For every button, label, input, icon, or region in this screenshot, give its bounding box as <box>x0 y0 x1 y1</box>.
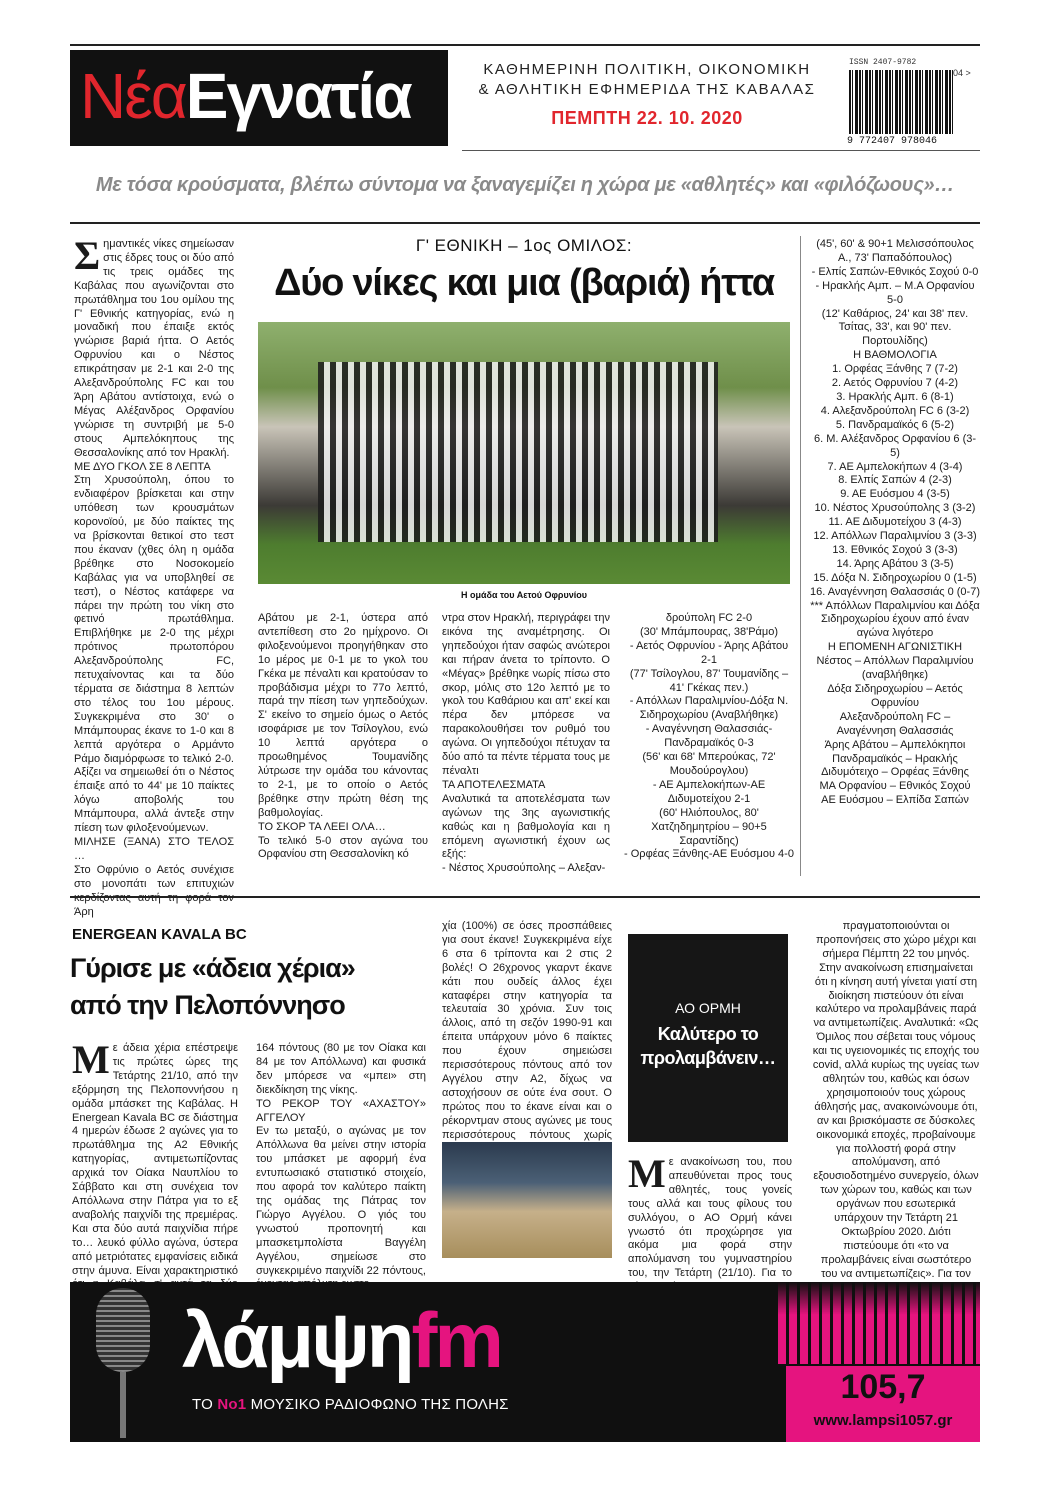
main-col2 <box>258 612 428 862</box>
standings-row: 5. Πανδραμαϊκός 6 (5-2) <box>835 418 955 431</box>
fixture-row: Άρης Αβάτου – Αμπελόκηποι <box>824 738 966 751</box>
next-round-title: Η ΕΠΟΜΕΝΗ ΑΓΩΝΙΣΤΙΚΗ <box>827 641 963 654</box>
ormi-p1: ε ανακοίνωση του, που απευθύνεται προς τους αθλητές, τους γονείς τους αλλά και τους φίλους του συλλόγου, ο ΑΟ Ορμή κάνει γνωστό ότι προχώρησε για ακόμα μια φορά στην απολύμανση του γυμναστηρίου του, την Τετάρτη (21/10). Για το <box>628 1156 792 1280</box>
drop-cap: Μ <box>72 1037 110 1082</box>
ad-slogan <box>192 1396 509 1413</box>
main-col2-sub1: ΤΟ ΣΚΟΡ ΤΑ ΛΕΕΙ ΟΛΑ… <box>258 820 386 833</box>
standings-note: *** Απόλλων Παραλιμνίου και Δόξα Σιδηροχωρίου έχουν από έναν αγώνα λιγότερο <box>810 599 980 640</box>
result-line: (56' και 68' Μπερούκας, 72' Μουδούρογλου) <box>642 751 776 777</box>
standings-row: 1. Ορφέας Ξάνθης 7 (7-2) <box>832 363 958 376</box>
main-col3-p1: ντρα στον Ηρακλή, περιγράφει την εικόνα της αναμέτρησης. Οι γηπεδούχοι ήταν σαφώς ανώτεροι και πήραν άνετα το τρίποντο. Ο «Μέγας» βρέθηκε νωρίς πίσω στο σκορ, μόλις στο 12ο λεπτό με το γκολ του Καθάριου και απ' εκεί και πέρα δεν μπόρεσε να παρακολουθήσει τον ρυθμό του αγώνα. Οι γηπεδούχοι πέτυχαν τα δύο από τα πέντε τέρματα τους με πέναλτι <box>442 612 610 777</box>
basket-col2-p1: 164 πόντους (80 με τον Οίακα και 84 με τον Απόλλωνα) και φυσικά δεν μπόρεσε να «μπει» στη διεκδίκηση της νίκης. <box>256 1042 426 1096</box>
basketball-photo <box>442 1142 612 1258</box>
result-line: (77' Τσίλογλου, 87' Τουμανίδης – 41' Γκέκας πεν.) <box>629 667 789 694</box>
radio-ad <box>70 1282 980 1442</box>
ad-frequency: 105,7 <box>840 1368 926 1406</box>
standings-title: Η ΒΑΘΜΟΛΟΓΙΑ <box>853 349 937 362</box>
logo-part1: Νέα <box>80 60 186 132</box>
result-line: δρούπολη FC 2-0 <box>665 612 753 624</box>
standings-row: 10. Νέστος Χρυσούπολης 3 (3-2) <box>814 502 976 515</box>
ad-brand-part1: λάμψη <box>182 1296 412 1384</box>
ormi-headline: Καλύτερο το προλαμβάνειν… <box>640 1024 776 1068</box>
tagline-line2: & ΑΘΛΗΤΙΚΗ ΕΦΗΜΕΡΙΔΑ ΤΗΣ ΚΑΒΑΛΑΣ <box>478 81 816 98</box>
main-col1 <box>74 233 234 919</box>
basket-headline <box>70 950 430 1024</box>
slogan: Με τόσα κρούσματα, βλέπω σύντομα να ξαναγεμίζει η χώρα με «αθλητές» και «φιλόζωους»… <box>95 174 955 196</box>
team-photo <box>258 322 790 584</box>
standings-row: 8. Ελπίς Σαπών 4 (2-3) <box>838 474 952 487</box>
basket-kicker: ENERGEAN KAVALA BC <box>72 926 247 943</box>
standings-row: 6. Μ. Αλέξανδρος Ορφανίου 6 (3-5) <box>813 432 977 459</box>
main-col1-sub1: ΜΕ ΔΥΟ ΓΚΟΛ ΣΕ 8 ΛΕΠΤΑ <box>74 460 211 473</box>
fixture-row: Διδυμότειχο – Ορφέας Ξάνθης <box>821 766 969 779</box>
ormi-kicker: ΑΟ ΟΡΜΗ <box>675 1000 741 1016</box>
basket-col1 <box>72 1037 238 1306</box>
right-col <box>810 238 980 808</box>
main-col2-p1: Αβάτου με 2-1, ύστερα από αντεπίθεση στο 2ο ημίχρονο. Οι φιλοξενούμενοι προηγήθηκαν στο 1ο μέρος με 0-1 με το γκολ του Γκέκα με πέναλτι και κρατούσαν το προβάδισμα μέχρι το 77ο λεπτό, παρά την πίεση των γηπεδούχων. Σ' εκείνο το σημείο όμως ο Αετός ισοφάρισε με τον Τσίλογλου, ενώ 10 λεπτά αργότερα ο προωθημένος Τουμανίδης λύτρωσε την ομάδα του κάνοντας το 2-1, με το οποίο ο Αετός βρέθηκε στην πρώτη θέση της βαθμολογίας. <box>258 612 428 819</box>
ad-brand <box>182 1296 501 1384</box>
basket-headline-line2: από την Πελοπόννησο <box>70 990 345 1020</box>
result-line: - ΑΕ Αμπελοκήπων-ΑΕ Διδυμοτείχου 2-1 <box>652 778 766 805</box>
result-line: - Απόλλων Παραλιμνίου-Δόξα Ν. Σιδηροχωρίου (Αναβλήθηκε) <box>629 695 789 722</box>
fixture-row: ΜΑ Ορφανίου – Εθνικός Σοχού <box>819 780 971 793</box>
standings-row: 16. Αναγέννηση Θαλασσιάς 0 (0-7) <box>810 585 980 598</box>
drop-cap: Σ <box>74 233 101 278</box>
barcode-icon <box>849 70 953 134</box>
ormi-p2: πραγματοποιούνται οι προπονήσεις στο χώρο μέχρι και σήμερα Πέμπτη 22 του μηνός. Στην ανακοίνωση επισημαίνεται ότι η κίνηση αυτή γίνεται γιατί στη διοίκηση πιστεύουν ότι είναι καλύτερο να προλαμβάνεις παρά να αντιμετωπίζεις. Αναλυτικά: «Ως Όμιλος που σέβεται τους νόμους και τις υγειονομικές τις εποχής του covid, αλλά κυρίως της υγείας των αθλητών του, καθώς και όσων χρησιμοποιούν τους χώρους άθλησής μας, ανακοινώνουμε ότι, αν και βρισκόμαστε σε δύσκολες οικονομικά εποχές, προβαίνουμε για πολλοστή φορά στην απολύμανση, από εξουσιοδοτημένο συνεργείο, όλων των χώρων του, καθώς και των οργάνων που εσωτερικά υπάρχουν την Τετάρτη 21 Οκτωβρίου 2020. Διότι πιστεύουμε ότι «το να προλαμβάνεις είναι σωστότερο του να αντιμετωπίζεις». Για τον <box>812 920 980 1280</box>
logo-box <box>70 50 448 146</box>
standings-row: 15. Δόξα Ν. Σιδηροχωρίου 0 (1-5) <box>813 571 977 584</box>
fixture-row: Πανδραμαϊκός – Ηρακλής <box>832 752 958 765</box>
standings-row: 12. Απόλλων Παραλιμνίου 3 (3-3) <box>813 530 977 543</box>
basket-col3 <box>442 920 612 1170</box>
microphone-icon <box>88 1288 158 1438</box>
basket-col2 <box>256 1042 426 1292</box>
basket-col1-p1: ε άδεια χέρια επέστρεψε τις πρώτες ώρες της Τετάρτης 21/10, από την εξόρμηση της Πελοποννήσου η ομάδα μπάσκετ της Καβάλας. Η Energean Kavala BC σε διάστημα 4 ημερών έδωσε 2 αγώνες για το πρωτάθλημα της Α2 Εθνικής κατηγορίας, αντιμετωπίζοντας αρχικά τον Οίακα Ναυπλίου το Σάββατο και στη συνέχεια τον Απόλλωνα στην Πάτρα για το εξ αναβολής παιχνίδι της πρεμιέρας. Και στα δύο αυτά παιχνίδια πήρε το… λευκό φύλλο αγώνα, ύστερα από μετριότατες εμφανίσεις ειδικά στην άμυνα. Είναι χαρακτηριστικό <box>72 1042 238 1277</box>
result-line: (30' Μπάμπουρας, 38'Ράμο) <box>639 625 779 638</box>
issue-code: 04 > <box>953 68 971 78</box>
basket-col2-p2: Εν τω μεταξύ, ο αγώνας με τον Απόλλωνα θα μείνει στην ιστορία του μπάσκετ με αφορμή ένα εντυπωσιακό στατιστικό στοιχείο, που αφορά τον καλύτερο παίκτη της ομάδας της Πάτρας τον Γιώργο Αγγέλου. Ο γιός του γνωστού προπονητή και μπασκετμπολίστα Βαγγέλη Αγγέλου, σημείωσε στο συγκεκριμένο παιχνίδι 22 πόντους, <box>256 1125 426 1277</box>
standings-row: 2. Αετός Οφρυνίου 7 (4-2) <box>831 377 959 390</box>
barcode-block <box>845 58 980 150</box>
ad-website[interactable]: www.lampsi1057.gr <box>813 1412 953 1429</box>
main-col3 <box>442 612 610 876</box>
basket-col3-p1: χία (100%) σε όσες προσπάθειες για σουτ έκανε! Συγκεκριμένα είχε 6 στα 6 τρίποντα και 2 στις 2 βολές! Ο 26χρονος γκαρντ έκανε κάτι που ουδείς άλλος έχει καταφέρει στην κατηγορία τα τελευταία 30 χρόνια. Συν τοις άλλοις, από τη σεζόν 1990-91 και έπειτα υπάρχουν μόνο 6 παίκτες που έχουν σημειώσει περισσότερους πόντους από τον Αγγέλου στην Α2, δίχως να αστοχήσουν σε ούτε ένα σουτ. Ο πρώτος που το έκανε είναι και ο ρέκορντμαν στους αγώνες με τους περισσότερους πόντους χωρίς <box>442 920 612 1141</box>
result-line: - Ορφέας Ξάνθης-ΑΕ Ευόσμου 4-0 <box>624 848 794 861</box>
fixture-row: Δόξα Σιδηροχωρίου – Αετός Οφρυνίου <box>827 683 963 709</box>
fixture-row: Νέστος – Απόλλων Παραλιμνίου (αναβλήθηκε) <box>816 655 974 682</box>
photo-caption: Η ομάδα του Αετού Οφρυνίου <box>461 590 587 600</box>
ad-slogan-highlight: Νο1 <box>217 1396 247 1413</box>
basket-col2-sub1: ΤΟ ΡΕΚΟΡ ΤΟΥ «ΑΧΑΣΤΟΥ» ΑΓΓΕΛΟΥ <box>256 1097 426 1124</box>
ormi-col2 <box>812 920 980 1323</box>
standings-row: 7. ΑΕ Αμπελοκήπων 4 (3-4) <box>827 460 963 473</box>
column-divider <box>800 236 801 876</box>
equalizer-icon <box>778 1282 980 1364</box>
result-line: (45', 60' & 90+1 Μελισσόπουλος Α., 73' Παπαδόπουλος) <box>816 238 974 264</box>
basket-headline-line1: Γύρισε με «άδεια χέρια» <box>70 953 355 983</box>
ad-slogan-after: ΜΟΥΣΙΚΟ ΡΑΔΙΟΦΩΝΟ ΤΗΣ ΠΟΛΗΣ <box>246 1396 509 1413</box>
issn-label: ISSN 2407-9782 <box>849 58 917 67</box>
main-col1-sub2: ΜΙΛΗΣΕ (ΞΑΝΑ) ΣΤΟ ΤΕΛΟΣ … <box>74 835 234 862</box>
result-line: - Αναγέννηση Θαλασσιάς-Πανδραμαϊκός 0-3 <box>645 723 773 750</box>
main-col1-p3: Στο Οφρύνιο ο Αετός συνέχισε στο μονοπάτι των επιτυχιών Άρη <box>74 863 234 918</box>
standings-row: 3. Ηρακλής Αμπ. 6 (8-1) <box>836 390 954 403</box>
masthead-rule <box>462 150 980 151</box>
result-line: (60' Ηλιόπουλος, 80' Χατζηδημητρίου – 90+5 Σαραντίδης) <box>651 806 767 847</box>
drop-cap: Μ <box>628 1151 666 1196</box>
ormi-col1 <box>628 1151 792 1295</box>
logo-part2: Εγνατία <box>185 60 411 132</box>
main-kicker: Γ' ΕΘΝΙΚΗ – 1ος ΟΜΙΛΟΣ: <box>415 236 633 255</box>
ad-slogan-before: ΤΟ <box>192 1396 218 1413</box>
section-rule <box>70 896 980 898</box>
result-line: - Αετός Οφρυνίου - Άρης Αβάτου 2-1 <box>629 639 789 666</box>
logo <box>80 56 411 136</box>
fixture-row: Αλεξανδρούπολη FC – Αναγέννηση Θαλασσιάς <box>836 710 954 737</box>
main-col3-p2: Αναλυτικά τα αποτελέσματα των αγώνων της 3ης αγωνιστικής καθώς και η βαθμολογία και η επόμενη αγωνιστική έχουν ως εξής: <box>442 792 610 861</box>
barcode-number: 9 772407 978046 <box>847 136 938 147</box>
main-headline: Δύο νίκες και μια (βαριά) ήττα <box>274 262 774 304</box>
main-col2-p2: Το τελικό 5-0 στον αγώνα του Ορφανίου στη Θεσσαλονίκη κό <box>258 834 428 861</box>
tagline-line1: ΚΑΘΗΜΕΡΙΝΗ ΠΟΛΙΤΙΚΗ, ΟΙΚΟΝΟΜΙΚΗ <box>483 61 811 78</box>
main-col1-p2: Στη Χρυσούπολη, όπου το ενδιαφέρον βρίσκεται και στην υπόθεση των κρουσμάτων κορονοϊού, με δύο παίκτες της να βρίσκονται θετικοί στο τεστ που έκαναν (χθες όλη η ομάδα βρέθηκε στο Νοσοκομείο Καβάλας για να υποβληθεί σε τεστ), ο Νέστος κατάφερε να πάρει την πρώτη του νίκη στο φετινό πρωτάθλημα. Επιβλήθηκε με 2-0 της μέχρι πρότινος πρωτοπόρου Αλεξανδρούπολης FC, πετυχαίνοντας και τα δύο τέρματα σε διάστημα 8 λεπτών στο τέλος του 1ου μέρους. Συγκεκριμένα στο 30' ο Μπάμπουρας έκανε το 1-0 και 8 λεπτά αργότερα ο Αρμάντο Ράμο διαμόρφωσε το τελικό 2-0. Αξίζει να σημειωθεί ότι ο Νέστος έπαιξε από το 44' με 10 παίκτες λόγω αποβολής του Μπάμπουρα, αλλά άντεξε στην πίεση των φιλοξενούμενων. <box>74 474 234 835</box>
result-line: - Ηρακλής Αμπ. – Μ.Α Ορφανίου 5-0 <box>815 279 975 306</box>
masthead-tagline <box>462 60 832 128</box>
result-line: (12' Καθάριος, 24' και 38' πεν. Τσίτας, 33', και 90' πεν. Πορτουλίδης) <box>821 307 969 348</box>
top-rule <box>70 44 980 46</box>
standings-row: 14. Άρης Αβάτου 3 (3-5) <box>836 557 954 570</box>
standings-row: 13. Εθνικός Σοχού 3 (3-3) <box>832 543 958 556</box>
standings-row: 11. ΑΕ Διδυμοτείχου 3 (4-3) <box>828 516 962 529</box>
main-col4 <box>624 612 794 862</box>
issue-date: ΠΕΜΠΤΗ 22. 10. 2020 <box>551 108 743 128</box>
fixture-row: ΑΕ Ευόσμου – Ελπίδα Σαπών <box>821 794 969 807</box>
standings-row: 9. ΑΕ Ευόσμου 4 (3-5) <box>840 488 950 501</box>
standings-row: 4. Αλεξανδρούπολη FC 6 (3-2) <box>820 404 970 417</box>
main-col1-p1: ημαντικές νίκες σημείωσαν στις έδρες τους οι δύο από τις τρεις ομάδες της Καβάλας που αγωνίζονται στο πρωτάθλημα του 1ου ομίλου της Γ' Εθνικής κατηγορίας, ενώ η μοναδική που έπαιξε εκτός γνώρισε βαριά ήττα. Ο Αετός Οφρυνίου και ο Νέστος επικράτησαν με 2-1 και 2-0 της Αλεξανδρούπολης FC και του Άρη Αβάτου αντίστοιχα, ενώ ο Μέγας Αλέξανδρος Ορφανίου γνώρισε τη συντριβή με 5-0 στους Αμπελόκηπους της Θεσσαλονίκης από τον Ηρακλή. <box>74 238 234 459</box>
main-col3-sub1: ΤΑ ΑΠΟΤΕΛΕΣΜΑΤΑ <box>442 778 546 791</box>
ad-brand-part2: fm <box>411 1296 501 1384</box>
slogan-rule <box>70 222 980 224</box>
main-col3-p3: - Νέστος Χρυσούπολης – Αλεξαν- <box>442 862 606 875</box>
result-line: - Ελπίς Σαπών-Εθνικός Σοχού 0-0 <box>811 265 979 278</box>
